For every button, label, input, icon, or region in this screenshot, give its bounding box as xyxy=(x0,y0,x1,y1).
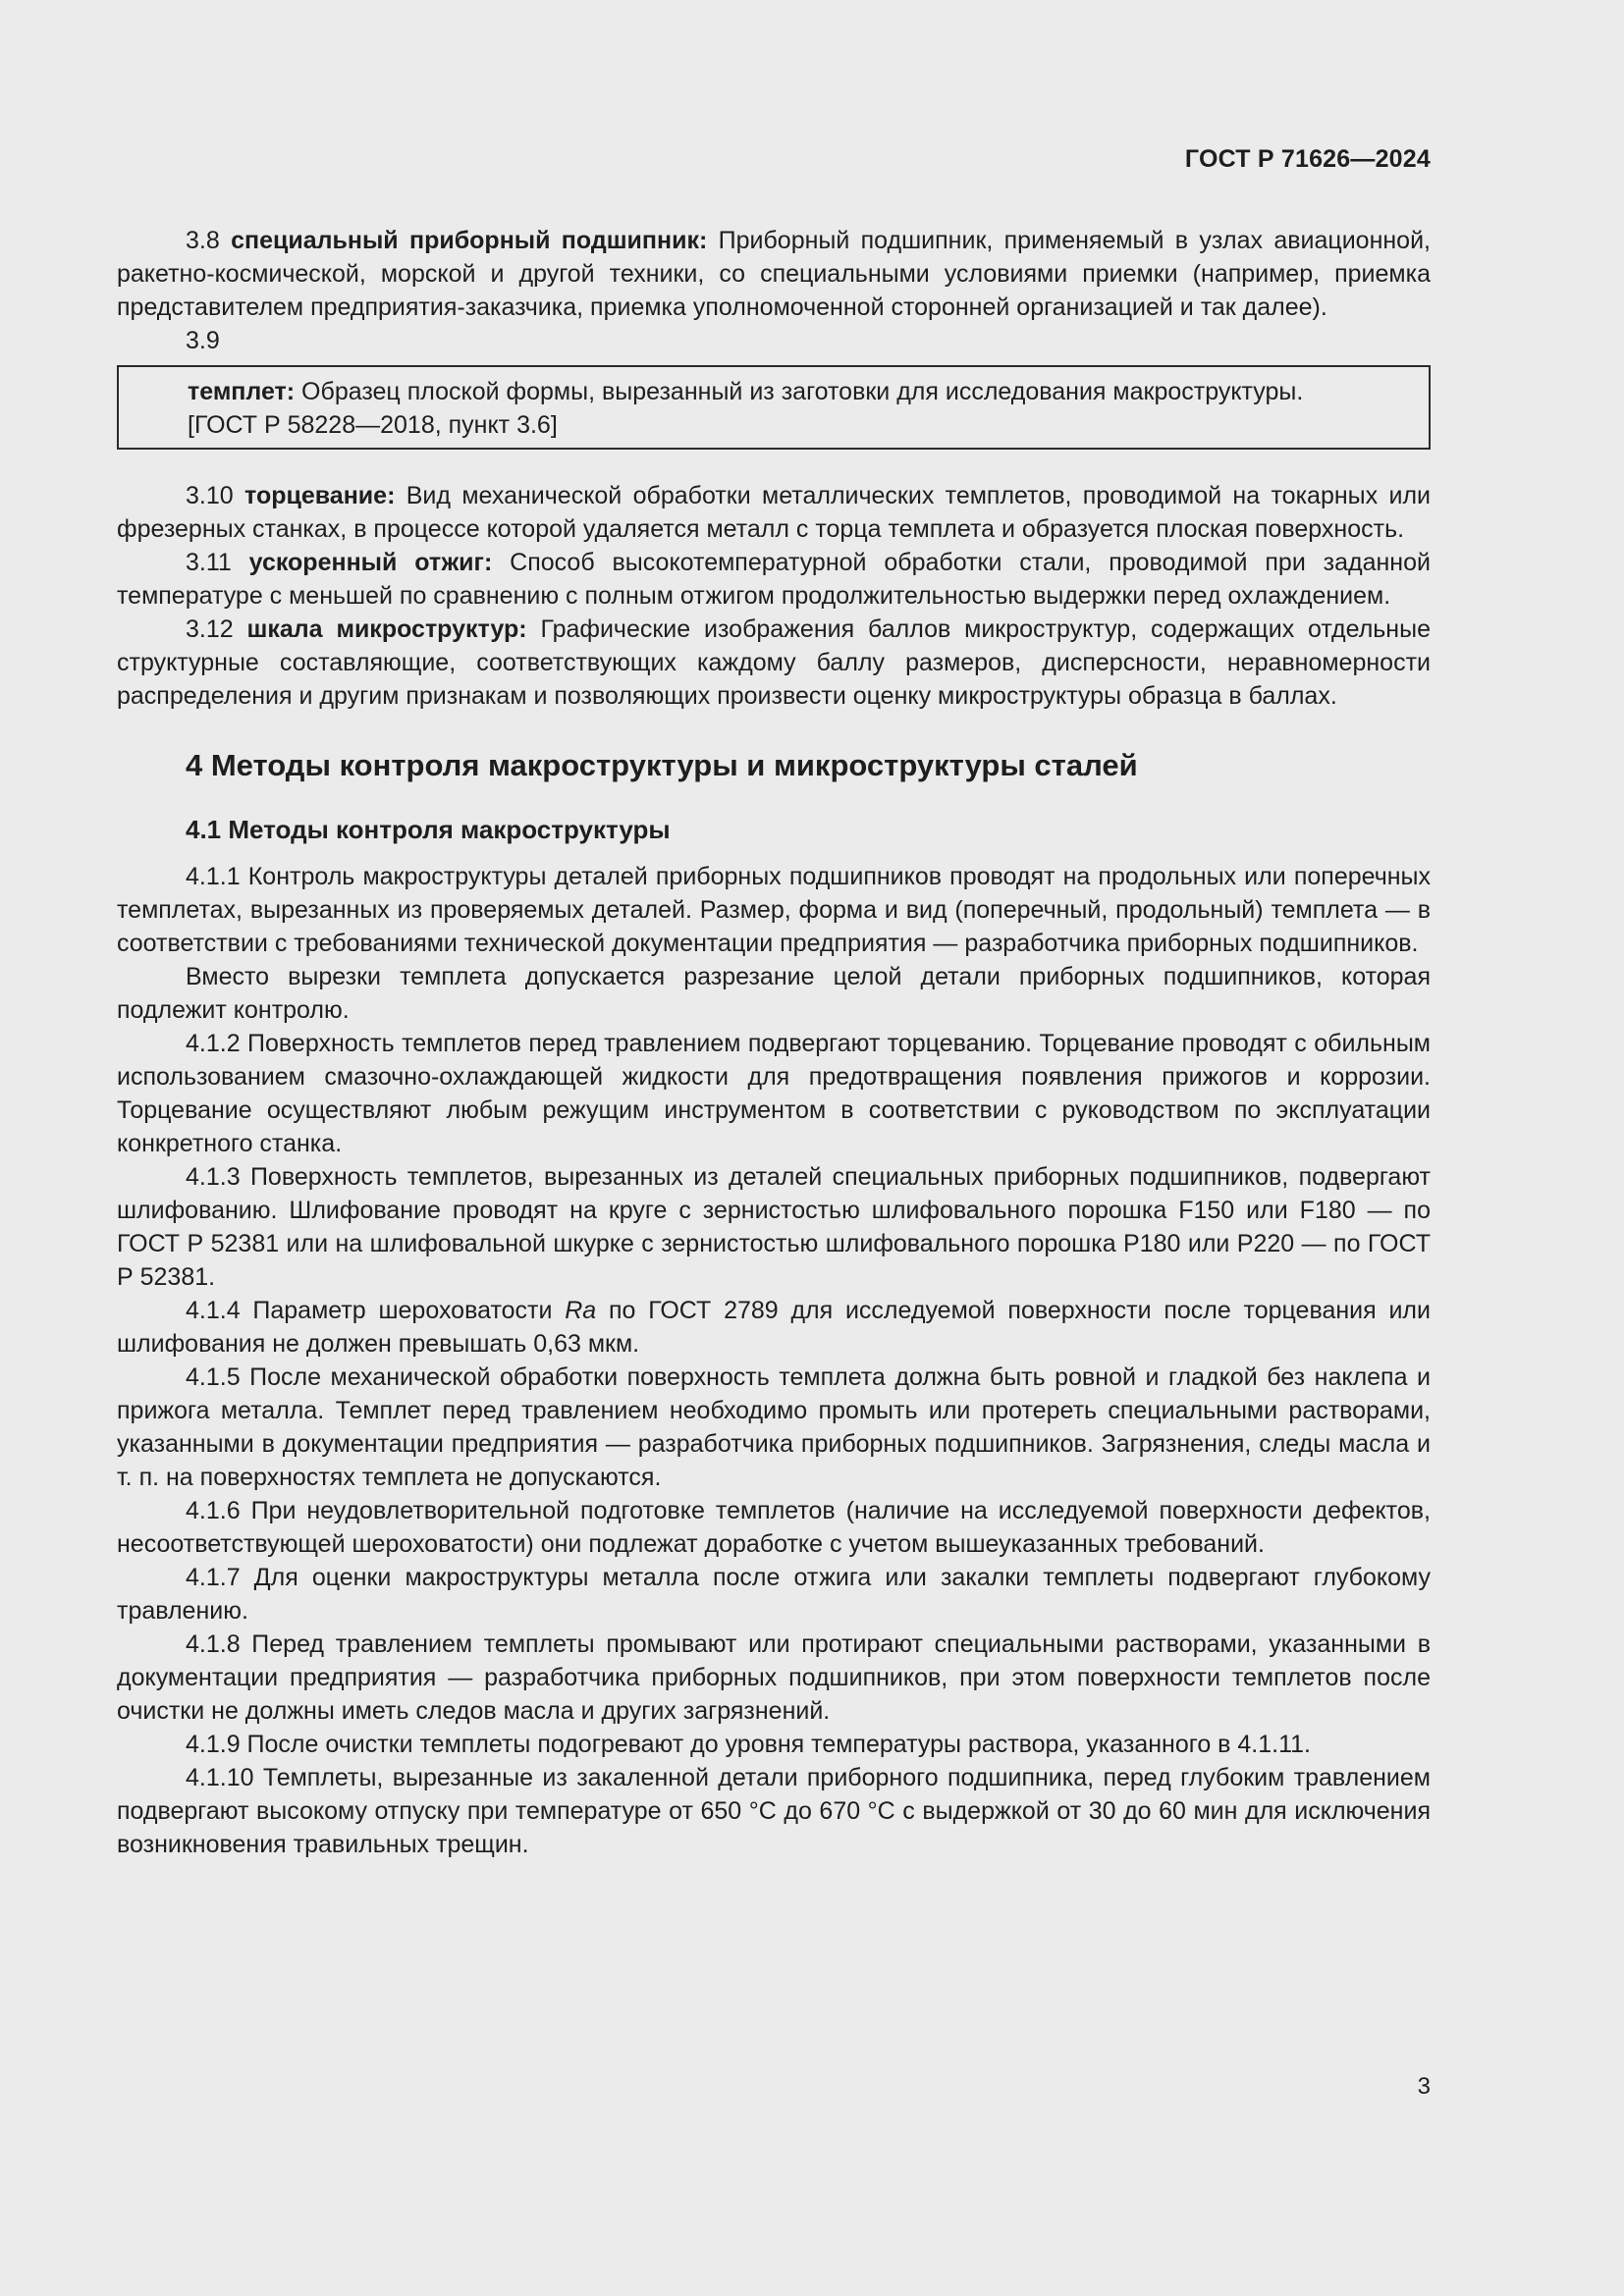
paragraph-4-1-10: 4.1.10 Темплеты, вырезанные из закаленной детали приборного подшипника, перед глубоким травлением подвергают высокому отпуску при температуре от 650 °С до 670 °С с выдержкой от 30 до 60 мин для исключения возникновения травильных трещин. xyxy=(117,1764,1431,1858)
definition-text: Приборный подшипник, применяемый в узлах авиационной, ракетно-космической, морской и другой техники, со специальными условиями приемки (например, приемка представителем предприятия-заказчика, приемка уполномоченной сторонней организацией и так далее). xyxy=(117,227,1431,321)
definition-3-9-box xyxy=(117,365,1431,450)
definition-text: Вид механической обработки металлических темплетов, проводимой на токарных или фрезерных станках, в процессе которой удаляется металл с торца темплета и образуется плоская поверхность. xyxy=(117,482,1431,543)
document-code-header: ГОСТ Р 71626—2024 xyxy=(1184,145,1431,173)
definition-number: 3.12 xyxy=(186,615,234,643)
definition-term: ускоренный отжиг: xyxy=(248,549,493,576)
paragraph-4-1-6: 4.1.6 При неудовлетворительной подготовке темплетов (наличие на исследуемой поверхности дефектов, несоответствующей шероховатости) они подлежат доработке с учетом вышеуказанных требований. xyxy=(117,1497,1431,1558)
paragraph-text: 4.1.4 Параметр шероховатости xyxy=(186,1297,566,1324)
paragraph-4-1-1-continued: Вместо вырезки темплета допускается разрезание целой детали приборных подшипников, которая подлежит контролю. xyxy=(117,963,1431,1024)
definition-text: Способ высокотемпературной обработки стали, проводимой при заданной температуре с меньшей по сравнению с полным отжигом продолжительностью выдержки перед охлаждением. xyxy=(117,549,1431,610)
definition-text: Образец плоской формы, вырезанный из заготовки для исследования макроструктуры. xyxy=(295,378,1304,405)
section-4-title: 4 Методы контроля макроструктуры и микроструктуры сталей xyxy=(186,748,1138,782)
definition-number: 3.8 xyxy=(186,227,220,254)
roughness-symbol: Ra xyxy=(565,1297,597,1324)
definition-term: специальный приборный подшипник: xyxy=(231,227,708,254)
definition-term: торцевание: xyxy=(244,482,396,509)
definition-3-9-reference: [ГОСТ Р 58228—2018, пункт 3.6] xyxy=(188,411,558,439)
definition-3-8 xyxy=(117,224,1431,324)
definition-term: темплет: xyxy=(188,378,296,405)
definition-3-10 xyxy=(117,479,1431,546)
definition-text: Графические изображения баллов микроструктур, содержащих отдельные структурные составляющие, соответствующих каждому баллу размеров, дисперсности, неравномерности распределения и другим признакам и позволяющих произвести оценку микроструктуры образца в баллах. xyxy=(117,615,1431,710)
definition-3-11 xyxy=(117,546,1431,613)
paragraph-4-1-5: 4.1.5 После механической обработки поверхность темплета должна быть ровной и гладкой без наклепа и прижога металла. Темплет перед травлением необходимо промыть или протереть специальными растворами, указанными в документации предприятия — разработчика приборных подшипников. Загрязнения, следы масла и т. п. на поверхностях темплета не допускаются. xyxy=(117,1363,1431,1491)
page-number: 3 xyxy=(1417,2073,1431,2100)
document-body xyxy=(117,224,1431,1861)
definition-number: 3.11 xyxy=(186,549,232,576)
paragraph-4-1-3: 4.1.3 Поверхность темплетов, вырезанных из деталей специальных приборных подшипников, подвергают шлифованию. Шлифование проводят на круге с зернистостью шлифовального порошка F150 или F180 — по ГОСТ Р 52381 или на шлифовальной шкурке с зернистостью шлифовального порошка P180 или P220 — по ГОСТ Р 52381. xyxy=(117,1163,1431,1291)
paragraph-4-1-9: 4.1.9 После очистки темплеты подогревают до уровня температуры раствора, указанного в 4.1.11. xyxy=(186,1731,1311,1758)
definition-3-9-line xyxy=(188,375,1415,408)
paragraph-4-1-8: 4.1.8 Перед травлением темплеты промывают или протирают специальными растворами, указанными в документации предприятия — разработчика приборных подшипников, при этом поверхности темплетов после очистки не должны иметь следов масла и других загрязнений. xyxy=(117,1630,1431,1725)
definition-3-9-number: 3.9 xyxy=(186,327,220,354)
definition-term: шкала микроструктур: xyxy=(246,615,527,643)
paragraph-4-1-4 xyxy=(117,1294,1431,1361)
paragraph-4-1-1: 4.1.1 Контроль макроструктуры деталей приборных подшипников проводят на продольных или поперечных темплетах, вырезанных из проверяемых деталей. Размер, форма и вид (поперечный, продольный) темплета — в соответствии с требованиями технической документации предприятия — разработчика приборных подшипников. xyxy=(117,863,1431,957)
paragraph-text: по ГОСТ 2789 для исследуемой поверхности после торцевания или шлифования не должен превышать 0,63 мкм. xyxy=(117,1297,1431,1358)
paragraph-4-1-2: 4.1.2 Поверхность темплетов перед травлением подвергают торцеванию. Торцевание проводят с обильным использованием смазочно-охлаждающей жидкости для предотвращения появления прижогов и коррозии. Торцевание осуществляют любым режущим инструментом в соответствии с руководством по эксплуатации конкретного станка. xyxy=(117,1030,1431,1157)
definition-number: 3.10 xyxy=(186,482,234,509)
definition-3-12 xyxy=(117,613,1431,713)
subsection-4-1-title: 4.1 Методы контроля макроструктуры xyxy=(186,815,671,844)
paragraph-4-1-7: 4.1.7 Для оценки макроструктуры металла после отжига или закалки темплеты подвергают глубокому травлению. xyxy=(117,1564,1431,1625)
